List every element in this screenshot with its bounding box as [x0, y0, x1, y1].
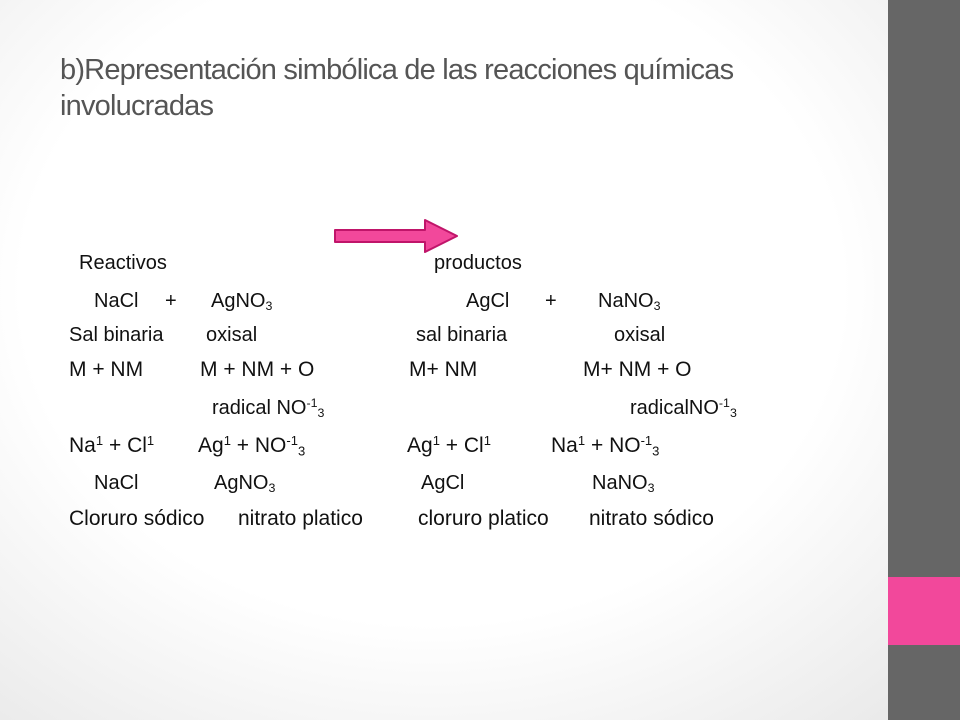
formula2-agno3: AgNO$_3$ — [214, 472, 276, 496]
name-reactant-2: nitrato platico — [238, 507, 363, 530]
type-product-1: sal binaria — [416, 324, 508, 346]
formula2-nacl: NaCl — [94, 472, 139, 494]
name-product-1: cloruro platico — [418, 507, 549, 530]
reactants-header: Reactivos — [79, 252, 167, 274]
formula-plus-left: + — [165, 290, 177, 312]
formula2-agcl: AgCl — [421, 472, 465, 494]
slide-title: b)Representación simbólica de las reacciones químicas involucradas — [60, 54, 734, 122]
products-header: productos — [434, 252, 522, 274]
radical-reactant: radical $NO^{-1}_3$ — [212, 396, 325, 421]
formula-nano3: NaNO$_3$ — [598, 290, 661, 314]
composition-reactant-1: M + NM — [69, 358, 144, 381]
type-product-2: oxisal — [614, 324, 666, 346]
composition-product-1: M+ NM — [409, 358, 478, 381]
formula-nacl: NaCl — [94, 290, 139, 312]
ions-reactant-1: Na$^1$ + Cl$^1$ — [69, 432, 155, 457]
sidebar-accent-block — [888, 577, 960, 645]
reaction-arrow-shape — [335, 220, 457, 252]
formula2-nano3: NaNO$_3$ — [592, 472, 655, 496]
ions-product-1: Ag$^1$ + Cl$^1$ — [407, 432, 491, 457]
reaction-arrow-icon — [333, 218, 459, 254]
composition-product-2: M+ NM + O — [583, 358, 692, 381]
type-reactant-1: Sal binaria — [69, 324, 164, 346]
formula-agno3: AgNO$_3$ — [211, 290, 273, 314]
radical-product: radicalNO$^{-1}_3$ — [630, 396, 737, 421]
ions-reactant-2: $Ag^1 + NO^{-1}_3$ — [198, 432, 306, 459]
formula-agcl: AgCl — [466, 290, 510, 312]
formula-plus-right: + — [545, 290, 557, 312]
name-reactant-1: Cloruro sódico — [69, 507, 205, 530]
type-reactant-2: oxisal — [206, 324, 258, 346]
name-product-2: nitrato sódico — [589, 507, 714, 530]
ions-product-2: $Na^1 + NO^{-1}_3$ — [551, 432, 660, 459]
composition-reactant-2: M + NM + O — [200, 358, 315, 381]
